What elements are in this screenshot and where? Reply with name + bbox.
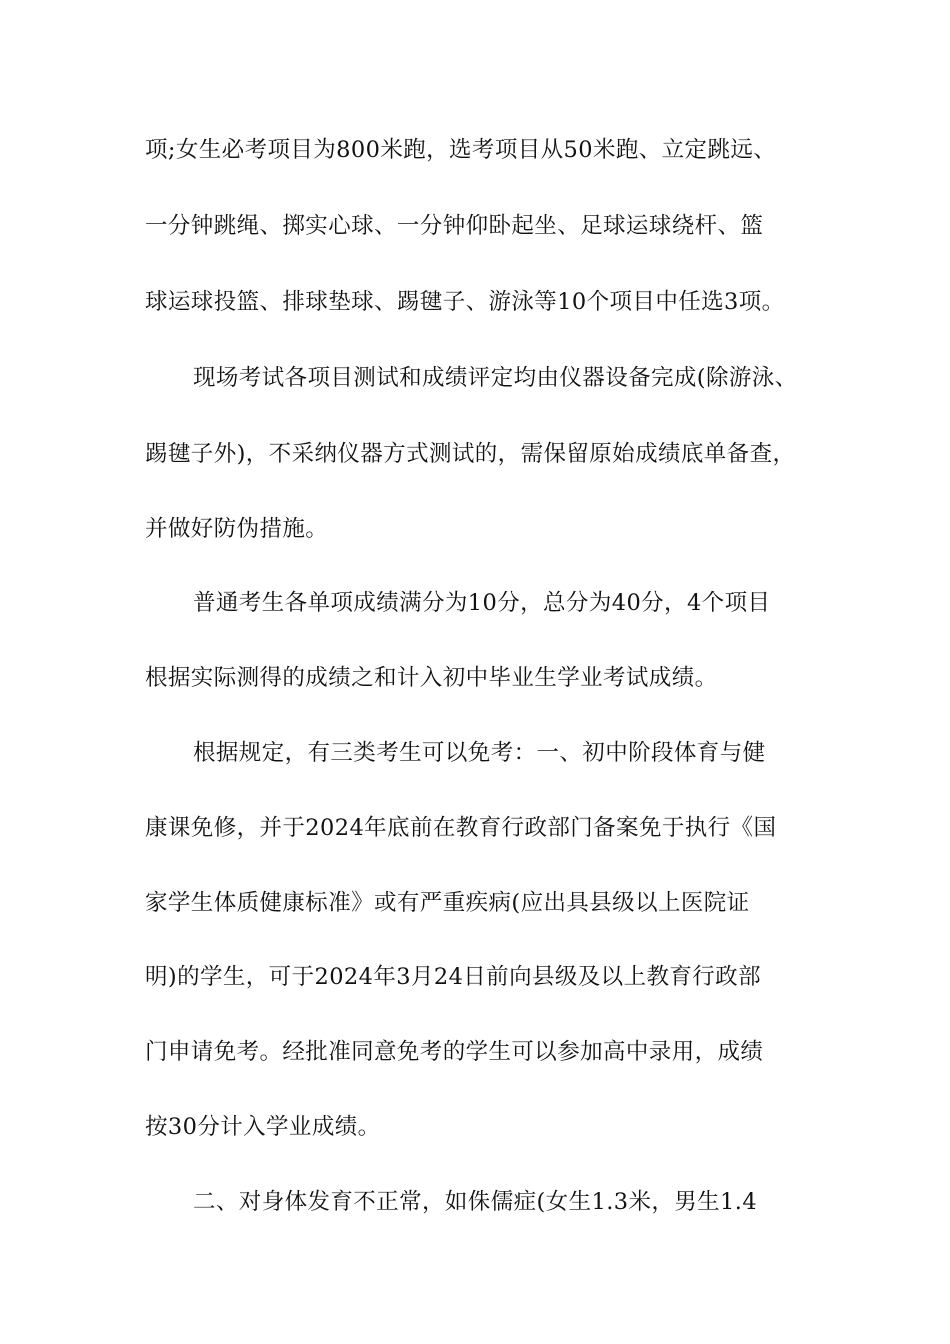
paragraph-first-line: 二、对身体发育不正常，如侏儒症(女生1.3米，男生1.4 <box>193 1189 758 1215</box>
paragraph-first-line: 现场考试各项目测试和成绩评定均由仪器设备完成(除游泳、 <box>193 365 798 391</box>
text-line: 根据实际测得的成绩之和计入初中毕业生学业考试成绩。 <box>145 665 718 691</box>
paragraph-first-line: 根据规定，有三类考生可以免考：一、初中阶段体育与健 <box>193 740 766 766</box>
text-line: 球运球投篮、排球垫球、踢毽子、游泳等10个项目中任选3项。 <box>145 289 785 315</box>
text-line: 康课免修，并于2024年底前在教育行政部门备案免于执行《国 <box>145 815 777 841</box>
text-line: 门申请免考。经批准同意免考的学生可以参加高中录用，成绩 <box>145 1039 764 1065</box>
text-line: 并做好防伪措施。 <box>145 516 329 542</box>
text-line: 项;女生必考项目为800米跑，选考项目从50米跑、立定跳远、 <box>145 137 777 163</box>
text-line: 一分钟跳绳、掷实心球、一分钟仰卧起坐、足球运球绕杆、篮 <box>145 213 764 239</box>
text-line: 家学生体质健康标准》或有严重疾病(应出具县级以上医院证 <box>145 890 750 916</box>
paragraph-first-line: 普通考生各单项成绩满分为10分，总分为40分，4个项目 <box>193 590 771 616</box>
text-line: 踢毽子外)，不采纳仪器方式测试的，需保留原始成绩底单备查， <box>145 441 796 467</box>
text-line: 明)的学生，可于2024年3月24日前向县级及以上教育行政部 <box>145 964 761 990</box>
text-line: 按30分计入学业成绩。 <box>145 1114 381 1140</box>
